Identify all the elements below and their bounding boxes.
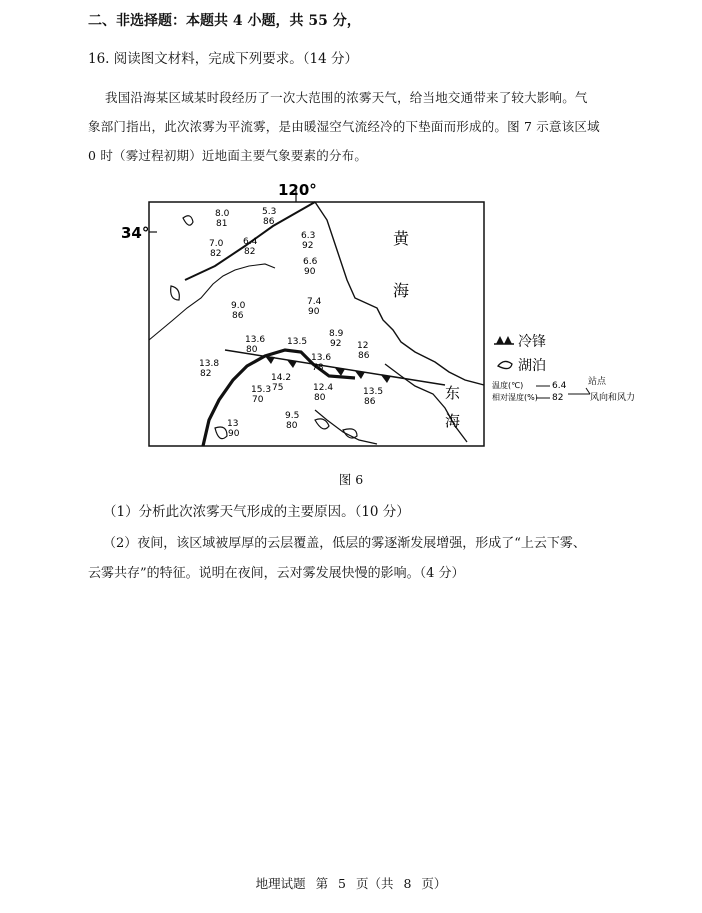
svg-text:9.0: 9.0 <box>231 301 246 311</box>
station <box>215 209 230 229</box>
lake-icon <box>498 361 512 368</box>
svg-text:86: 86 <box>364 397 376 407</box>
cold-front-icon <box>504 336 512 344</box>
svg-text:15.3: 15.3 <box>251 385 272 395</box>
legend-cold-front: 冷锋 <box>518 334 546 350</box>
svg-text:8.0: 8.0 <box>215 209 230 219</box>
latitude-label: 34° <box>121 224 150 242</box>
sub-question-2-line-2: 云雾共存”的特征。说明在夜间，云对雾发展快慢的影响。（4 分） <box>88 566 465 581</box>
svg-text:13.8: 13.8 <box>199 359 220 369</box>
station <box>227 419 240 439</box>
svg-text:13.5: 13.5 <box>287 337 308 347</box>
cold-front-icon <box>496 336 504 344</box>
coastline-east-sea <box>385 364 467 442</box>
sea-label-east-1: 东 <box>445 384 461 402</box>
svg-text:70: 70 <box>252 395 264 405</box>
station <box>363 387 383 407</box>
svg-text:13.5: 13.5 <box>363 387 384 397</box>
station <box>301 231 315 251</box>
lake-shape <box>171 286 180 300</box>
station <box>243 237 258 257</box>
station <box>307 297 322 317</box>
material-line-3: 0 时（雾过程初期）近地面主要气象要素的分布。 <box>88 148 368 163</box>
svg-text:81: 81 <box>216 219 228 229</box>
svg-text:86: 86 <box>358 351 370 361</box>
station <box>251 385 271 405</box>
front-triangle <box>265 356 275 364</box>
legend-temp-label: 温度(℃) <box>492 381 524 390</box>
section-heading: 二、非选择题：本题共 4 小题，共 55 分， <box>88 13 361 29</box>
station <box>287 337 307 347</box>
svg-text:80: 80 <box>246 345 258 355</box>
station <box>357 341 370 361</box>
front-triangle <box>335 368 345 376</box>
svg-text:75: 75 <box>272 383 284 393</box>
svg-text:86: 86 <box>263 217 275 227</box>
svg-text:80: 80 <box>286 421 298 431</box>
page-footer: 地理试题 第 5 页（共 8 页） <box>255 876 447 891</box>
svg-text:14.2: 14.2 <box>271 373 292 383</box>
station <box>262 207 276 227</box>
station <box>231 301 246 321</box>
station <box>303 257 318 277</box>
front-triangle <box>355 371 365 379</box>
svg-text:12.4: 12.4 <box>313 383 334 393</box>
svg-text:7.0: 7.0 <box>209 239 224 249</box>
station <box>329 329 344 349</box>
svg-text:9.5: 9.5 <box>285 411 300 421</box>
svg-text:78: 78 <box>312 363 324 373</box>
material-line-1: 我国沿海某区域某时段经历了一次大范围的浓雾天气，给当地交通带来了较大影响。气 <box>105 90 588 105</box>
sub-question-2-line-1: （2）夜间，该区域被厚厚的云层覆盖，低层的雾逐渐发展增强，形成了“上云下雾、 <box>103 536 586 551</box>
svg-text:90: 90 <box>304 267 316 277</box>
legend-sample-temp: 6.4 <box>552 381 567 391</box>
station <box>285 411 299 431</box>
svg-text:6.6: 6.6 <box>303 257 318 267</box>
lake-shape <box>215 427 227 439</box>
svg-text:90: 90 <box>308 307 320 317</box>
svg-text:82: 82 <box>244 247 256 257</box>
station <box>199 359 219 379</box>
lake-shape <box>343 429 357 438</box>
river-northwest <box>149 264 275 340</box>
front-triangle <box>287 360 297 368</box>
cold-front-line <box>225 350 445 385</box>
svg-text:12: 12 <box>357 341 369 351</box>
station <box>313 383 333 403</box>
svg-text:6.4: 6.4 <box>243 237 258 247</box>
svg-text:86: 86 <box>232 311 244 321</box>
svg-text:5.3: 5.3 <box>262 207 277 217</box>
station <box>271 373 291 393</box>
svg-text:13: 13 <box>227 419 239 429</box>
map-frame <box>149 202 484 446</box>
question-16-title: 16. 阅读图文材料，完成下列要求。（14 分） <box>88 51 358 67</box>
legend-sample-humidity: 82 <box>552 393 564 403</box>
map-legend <box>490 330 650 410</box>
coastline-south <box>315 410 377 444</box>
legend-station: 站点 <box>588 377 607 387</box>
figure-caption: 图 6 <box>338 472 364 487</box>
legend-lake: 湖泊 <box>518 358 546 374</box>
station <box>311 353 331 373</box>
svg-text:8.9: 8.9 <box>329 329 344 339</box>
svg-text:92: 92 <box>302 241 314 251</box>
legend-wind: 风向和风力 <box>590 393 636 403</box>
svg-text:80: 80 <box>314 393 326 403</box>
svg-text:82: 82 <box>210 249 222 259</box>
sub-question-1: （1）分析此次浓雾天气形成的主要原因。（10 分） <box>103 504 410 520</box>
svg-text:13.6: 13.6 <box>245 335 266 345</box>
sea-label-east-2: 海 <box>445 412 461 430</box>
thick-boundary <box>203 350 355 446</box>
svg-text:7.4: 7.4 <box>307 297 322 307</box>
svg-text:6.3: 6.3 <box>301 231 316 241</box>
station <box>209 239 224 259</box>
legend-humidity-label: 相对湿度(%) <box>492 393 538 402</box>
front-triangle <box>381 375 391 383</box>
svg-text:13.6: 13.6 <box>311 353 332 363</box>
longitude-label: 120° <box>278 181 317 199</box>
weather-map <box>115 180 487 450</box>
material-line-2: 象部门指出，此次浓雾为平流雾，是由暖湿空气流经冷的下垫面而形成的。图 7 示意该区域 <box>88 119 600 134</box>
lake-shape <box>183 216 193 225</box>
svg-text:92: 92 <box>330 339 342 349</box>
sea-label-yellow-2: 海 <box>393 281 410 300</box>
sea-label-yellow-1: 黄 <box>393 229 410 248</box>
station <box>245 335 265 355</box>
svg-text:82: 82 <box>200 369 212 379</box>
svg-text:90: 90 <box>228 429 240 439</box>
